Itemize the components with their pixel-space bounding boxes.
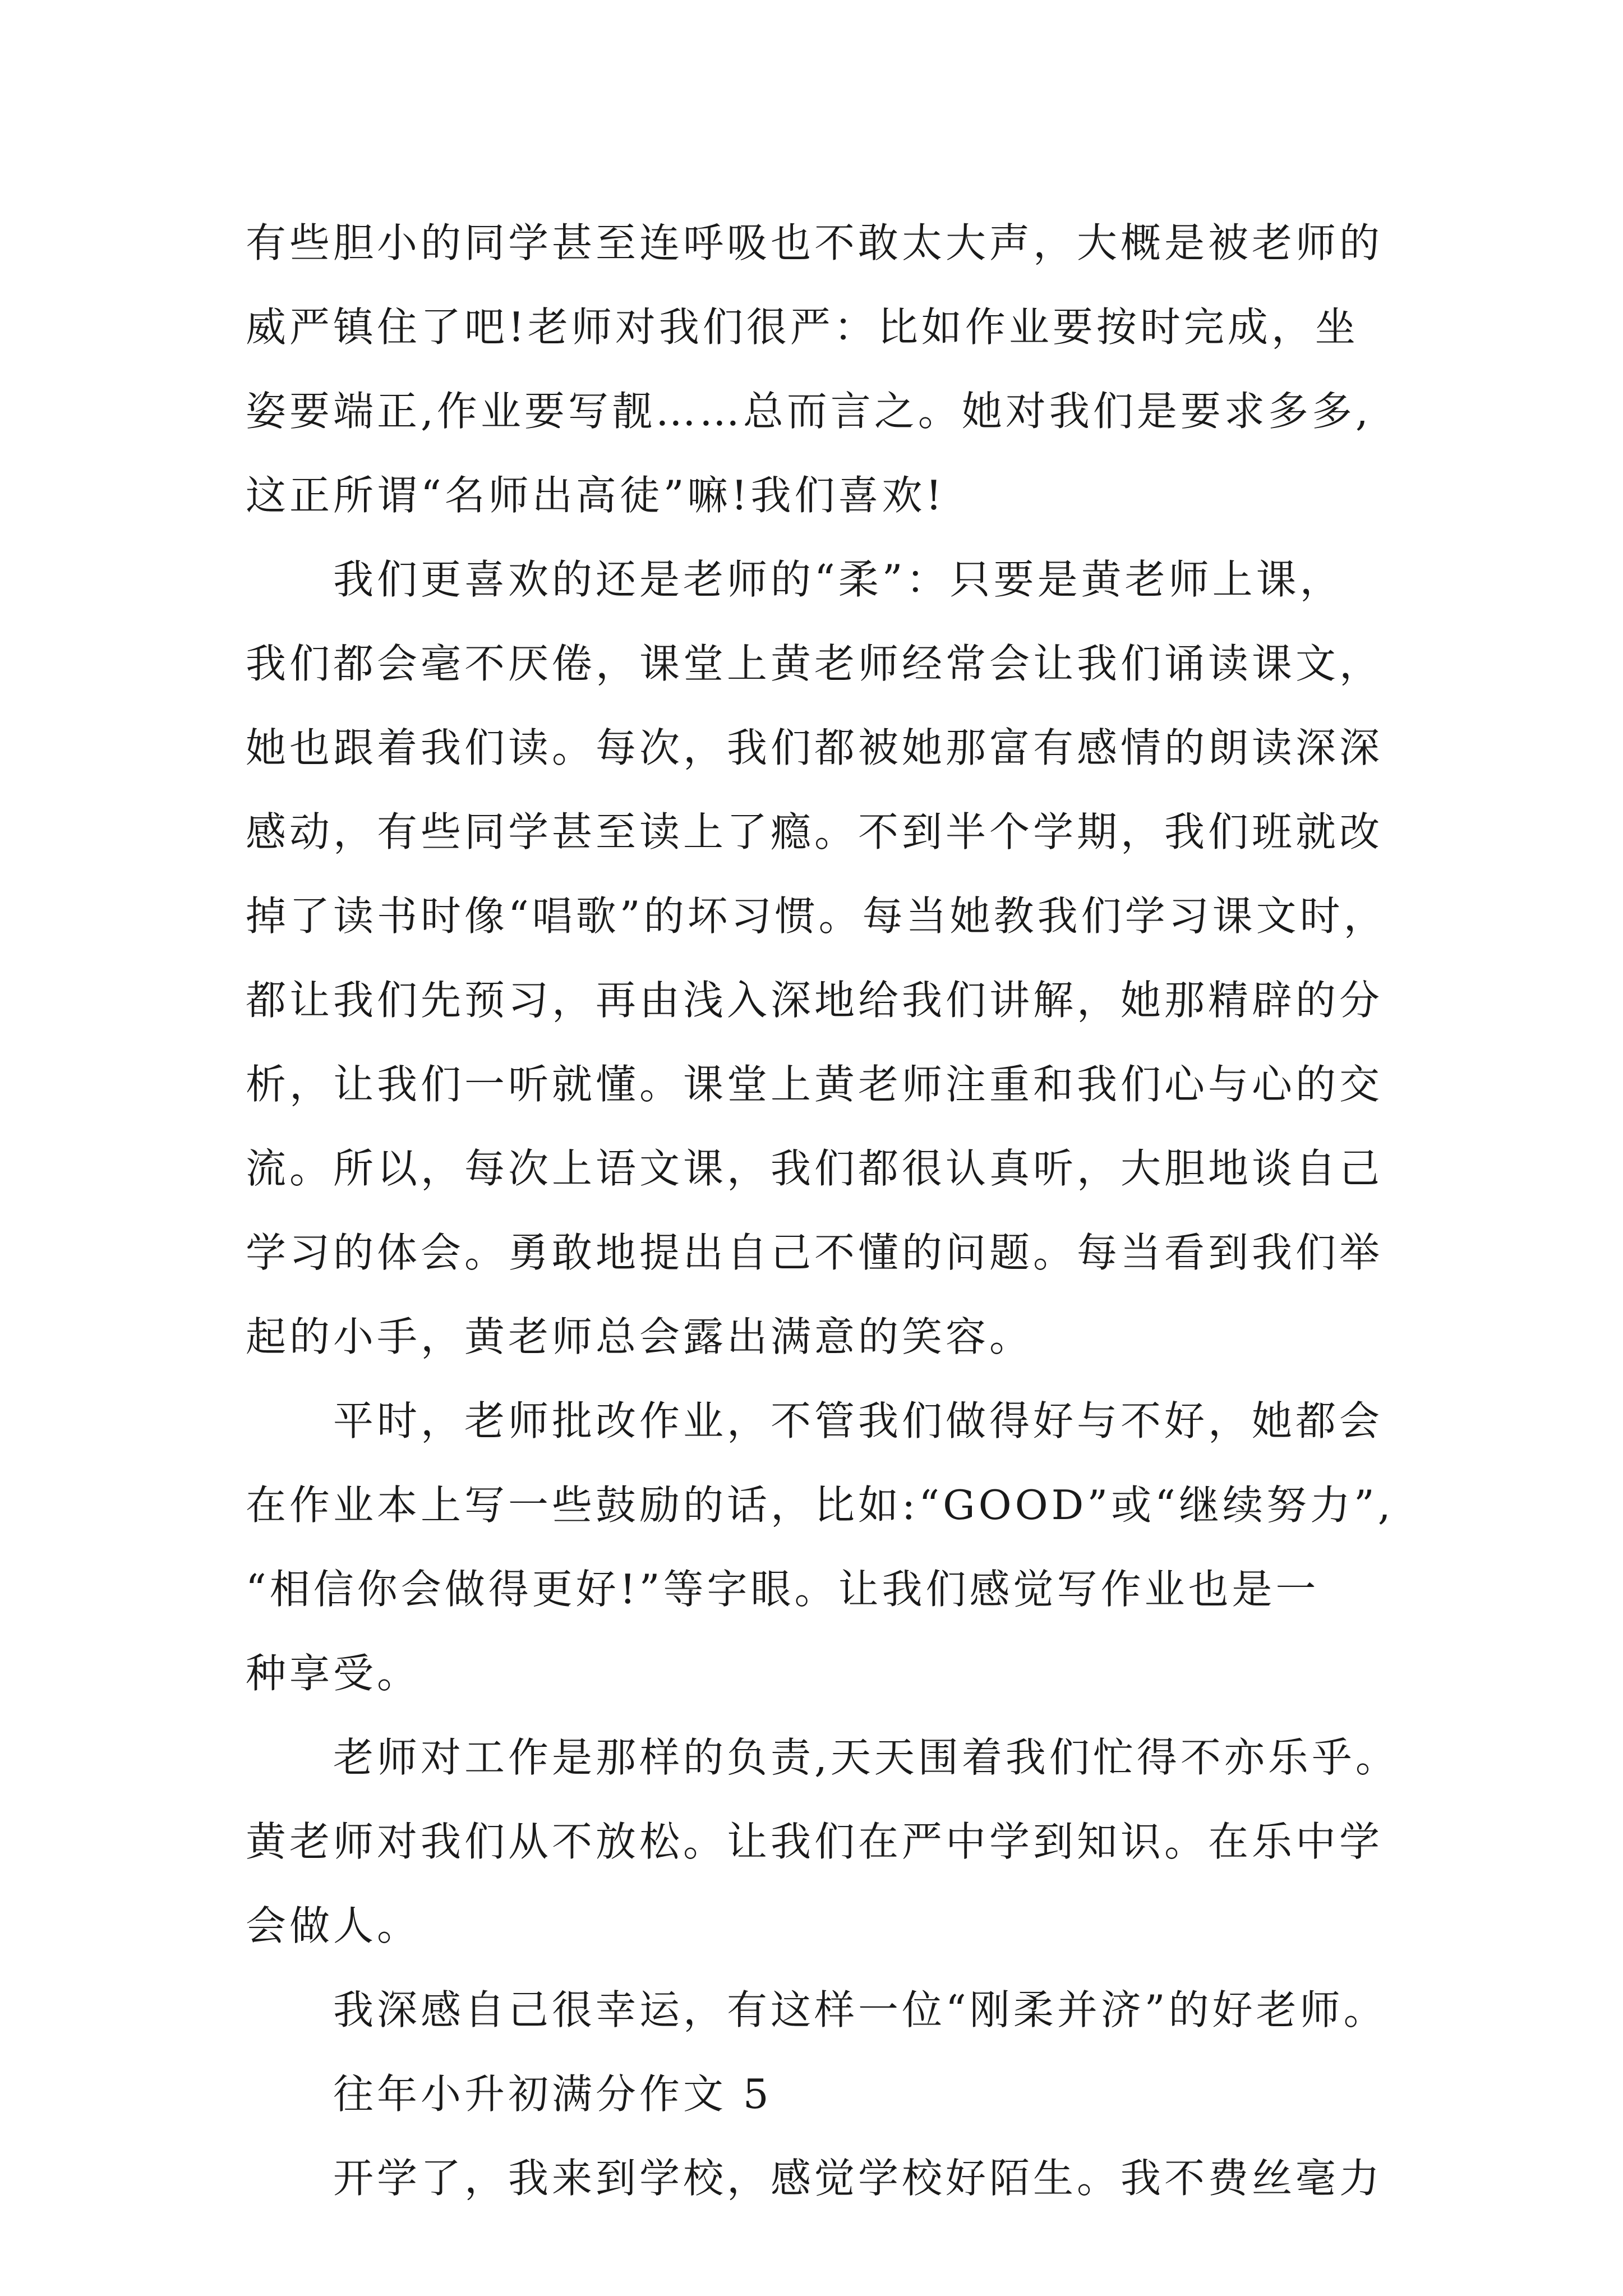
text-line: 在作业本上写一些鼓励的话，比如:“GOOD”或“继续努力”, (246, 1481, 1394, 1529)
text-line: 威严镇住了吧!老师对我们很严：比如作业要按时完成，坐 (246, 303, 1359, 351)
text-line: 感动，有些同学甚至读上了瘾。不到半个学期，我们班就改 (246, 808, 1384, 855)
text-line: “相信你会做得更好!”等字眼。让我们感觉写作业也是一 (246, 1566, 1320, 1613)
text-line: 姿要端正,作业要写靓……总而言之。她对我们是要求多多, (246, 388, 1372, 435)
text-line: 有些胆小的同学甚至连呼吸也不敢太大声，大概是被老师的 (246, 219, 1384, 266)
text-line: 掉了读书时像“唱歌”的坏习惯。每当她教我们学习课文时， (246, 892, 1387, 940)
text-line: 这正所谓“名师出高徒”嘛!我们喜欢! (246, 472, 946, 519)
text-line: 种享受。 (246, 1650, 421, 1697)
text-line: 我们更喜欢的还是老师的“柔”：只要是黄老师上课， (333, 556, 1344, 603)
text-line: 平时，老师批改作业，不管我们做得好与不好，她都会 (333, 1397, 1384, 1444)
text-line: 我深感自己很幸运，有这样一位“刚柔并济”的好老师。 (333, 1986, 1387, 2033)
text-line: 开学了，我来到学校，感觉学校好陌生。我不费丝毫力 (333, 2155, 1384, 2202)
text-line: 学习的体会。勇敢地提出自己不懂的问题。每当看到我们举 (246, 1229, 1384, 1276)
text-line: 黄老师对我们从不放松。让我们在严中学到知识。在乐中学 (246, 1818, 1384, 1865)
text-line: 会做人。 (246, 1902, 421, 1949)
text-line: 老师对工作是那样的负责,天天围着我们忙得不亦乐乎。 (333, 1734, 1399, 1781)
text-line: 她也跟着我们读。每次，我们都被她那富有感情的朗读深深 (246, 724, 1384, 771)
text-line: 都让我们先预习，再由浅入深地给我们讲解，她那精辟的分 (246, 977, 1384, 1024)
text-line: 起的小手，黄老师总会露出满意的笑容。 (246, 1313, 1034, 1360)
text-line: 析，让我们一听就懂。课堂上黄老师注重和我们心与心的交 (246, 1061, 1384, 1108)
text-line: 流。所以，每次上语文课，我们都很认真听，大胆地谈自己 (246, 1145, 1384, 1192)
section-heading: 往年小升初满分作文 5 (333, 2070, 772, 2118)
text-line: 我们都会毫不厌倦，课堂上黄老师经常会让我们诵读课文， (246, 640, 1384, 687)
